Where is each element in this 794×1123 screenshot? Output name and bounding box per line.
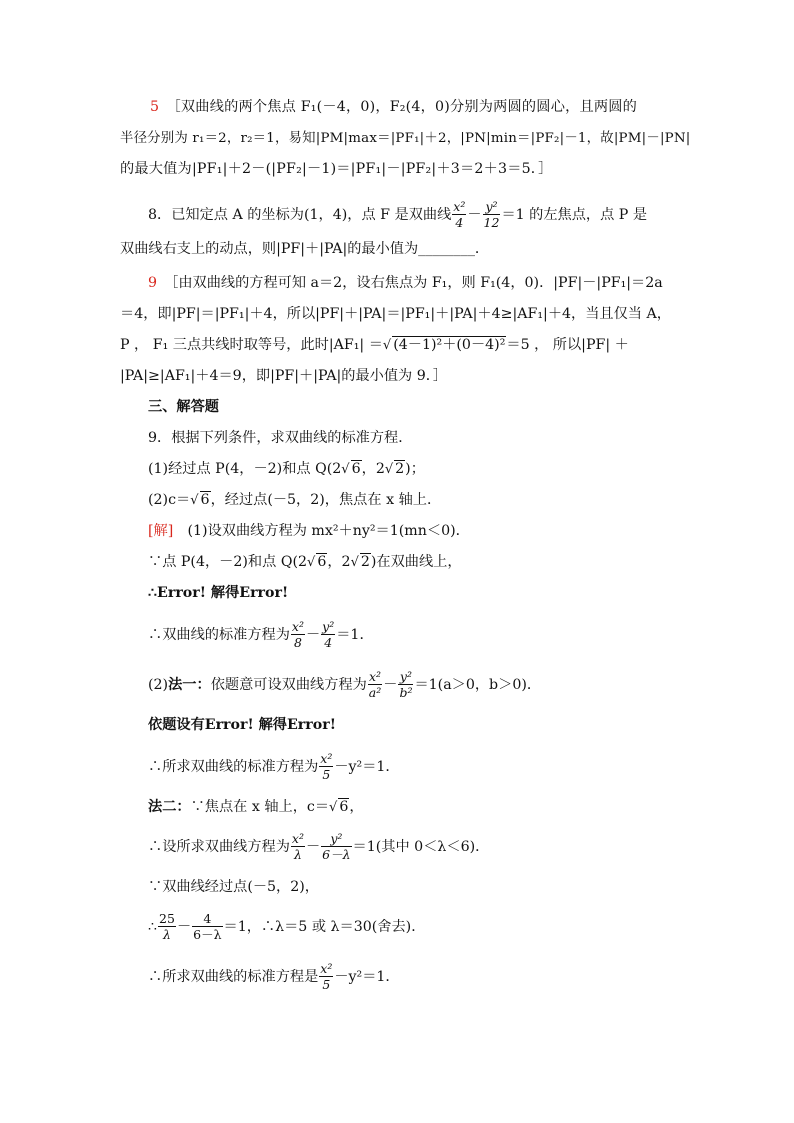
sqrt-icon: √ xyxy=(350,555,359,570)
solution-tag: [解] xyxy=(148,523,174,539)
answer-9-number: 9 xyxy=(148,275,158,291)
fraction-y2-over-4: $\frac{\text{y²}}{4}$ xyxy=(322,618,335,650)
solution-equation-1: ∴双曲线的标准方程为 $\frac{\text{x²}}{8}$ － $\frac{\text{y²}}{4}$ ＝1． xyxy=(148,618,374,650)
solution-block xyxy=(120,516,704,609)
question-9-block xyxy=(120,423,704,516)
solution-line-2: ∵点 P(4，－2)和点 Q(2√ 6，2√ 2)在双曲线上， xyxy=(148,554,462,570)
fraction-x2-over-5: $\frac{\text{x²}}{5}$ xyxy=(320,750,333,782)
section-heading: 三、解答题 xyxy=(148,399,219,415)
method-2-line-1: 法二：∵焦点在 x 轴上，c＝√ 6， xyxy=(148,799,364,815)
fraction-x2-over-8: $\frac{\text{x²}}{8}$ xyxy=(291,618,304,650)
sqrt-icon: √ xyxy=(384,462,394,477)
fraction-y2-over-b2: $\frac{\text{y²}}{\text{b²}}$ xyxy=(399,668,413,700)
answer-9-block xyxy=(120,268,676,392)
answer-9-line-4: |PA|≥|AF₁|＋4＝9，即|PF|＋|PA|的最小值为 9．］ xyxy=(120,368,448,384)
question-8-text-1: 8．已知定点 A 的坐标为(1，4)，点 F 是双曲线 xyxy=(148,207,452,223)
answer-9-text-1: ［由双曲线的方程可知 a＝2，设右焦点为 F₁，则 F₁(4，0)．|PF|－|PF₁|＝2a xyxy=(171,275,663,291)
method-1-label: 法一： xyxy=(168,677,211,693)
fraction-y2-over-6-minus-lambda: $\frac{\text{y²}}{6-\lambda}$ xyxy=(322,830,351,862)
answer-5-line-2: 半径分别为 r₁＝2，r₂＝1，易知|PM|max＝|PF₁|＋2，|PN|min＝|PF₂|－1，故|PM|－|PN| xyxy=(120,131,691,146)
question-9-title: 9．根据下列条件，求双曲线的标准方程． xyxy=(148,430,413,446)
radicand-distance: (4－1)²＋(0－4)² xyxy=(393,337,506,353)
answer-5-line-3: 的最大值为|PF₁|＋2－(|PF₂|－1)＝|PF₁|－|PF₂|＋3＝2＋3＝5．］ xyxy=(120,161,553,177)
sqrt-icon: √ xyxy=(329,800,338,815)
answer-5-block xyxy=(120,92,691,185)
fraction-x2-over-4: $\frac{\text{x²}}{4}$ xyxy=(453,198,466,230)
answer-5-text-1: ［双曲线的两个焦点 F₁(－4，0)，F₂(4，0)分别为两圆的圆心，且两圆的 xyxy=(173,99,638,115)
answer-5-line-1 xyxy=(120,92,676,123)
question-8-block xyxy=(120,196,676,265)
solution-line-3: ∴Error! 解得Error! xyxy=(148,585,289,601)
answer-9-text-3b: ＝5 ， 所以|PF| ＋ xyxy=(506,337,629,353)
question-8-line-1: 8．已知定点 A 的坐标为(1，4)，点 F 是双曲线 $\frac{\text{x²}}{4}$ － $\frac{\text{y²}}{12}$ ＝1 的左焦点，点 P 是 xyxy=(148,198,648,230)
method-2-line-2: ∴设所求双曲线方程为 $\frac{\text{x²}}{\lambda}$ － $\frac{\text{y²}}{6-\lambda}$ ＝1(其中 0＜λ＜6)． xyxy=(148,830,490,862)
solution-line-1: [解] (1)设双曲线方程为 mx²＋ny²＝1(mn＜0)． xyxy=(148,523,470,539)
fraction-x2-over-a2: $\frac{\text{x²}}{\text{a²}}$ xyxy=(368,668,382,700)
sqrt-icon: √ xyxy=(307,555,316,570)
sqrt-icon: √ xyxy=(190,493,199,508)
method-1-line-3: ∴所求双曲线的标准方程为 $\frac{\text{x²}}{5}$ －y²＝1． xyxy=(148,750,400,782)
method-2-line-3: ∵双曲线经过点(－5，2)， xyxy=(148,879,319,895)
fraction-25-over-lambda: $\frac{25}{\lambda}$ xyxy=(159,910,175,942)
method-1-line-1: (2)法一：依题意可设双曲线方程为 $\frac{\text{x²}}{\text{a²}}$ － $\frac{\text{y²}}{\text{b²}}$ ＝1(a＞0，b＞0)． xyxy=(148,668,542,700)
fraction-x2-over-lambda: $\frac{\text{x²}}{\lambda}$ xyxy=(291,830,304,862)
answer-9-line-1 xyxy=(120,268,676,299)
question-8-text-2: ＝1 的左焦点，点 P 是 xyxy=(501,207,648,223)
sqrt-icon: √ xyxy=(382,338,392,353)
method-1-line-2: 依题设有Error! 解得Error! xyxy=(148,717,336,733)
question-9-condition-1: (1)经过点 P(4，－2)和点 Q(2√ 6，2√ 2)； xyxy=(148,461,425,477)
fraction-4-over-6-minus-lambda: $\frac{4}{6-\lambda}$ xyxy=(193,910,222,942)
question-8-line-2: 双曲线右支上的动点，则|PF|＋|PA|的最小值为________． xyxy=(120,241,490,257)
method-2-line-4: ∴ $\frac{25}{\lambda}$ － $\frac{4}{6-\lambda}$ ＝1，∴λ＝5 或 λ＝30(舍去)． xyxy=(148,910,426,942)
answer-9-line-3 xyxy=(120,330,676,361)
sqrt-icon: √ xyxy=(341,462,350,477)
fraction-y2-over-12: $\frac{\text{y²}}{12}$ xyxy=(483,198,500,230)
method-2-line-5: ∴所求双曲线的标准方程是 $\frac{\text{x²}}{5}$ －y²＝1． xyxy=(148,960,400,992)
answer-5-number: 5 xyxy=(150,99,160,115)
question-9-condition-2: (2)c＝√ 6，经过点(－5，2)，焦点在 x 轴上． xyxy=(148,492,442,508)
answer-9-line-2: ＝4，即|PF|＝|PF₁|＋4，所以|PF|＋|PA|＝|PF₁|＋|PA|＋4≥|AF₁|＋4，当且仅当 A， xyxy=(120,306,671,322)
method-2-label: 法二： xyxy=(148,799,191,815)
answer-9-text-3a: P ， F₁ 三点共线时取等号，此时|AF₁| ＝ xyxy=(120,337,383,353)
fraction-x2-over-5: $\frac{\text{x²}}{5}$ xyxy=(320,960,333,992)
